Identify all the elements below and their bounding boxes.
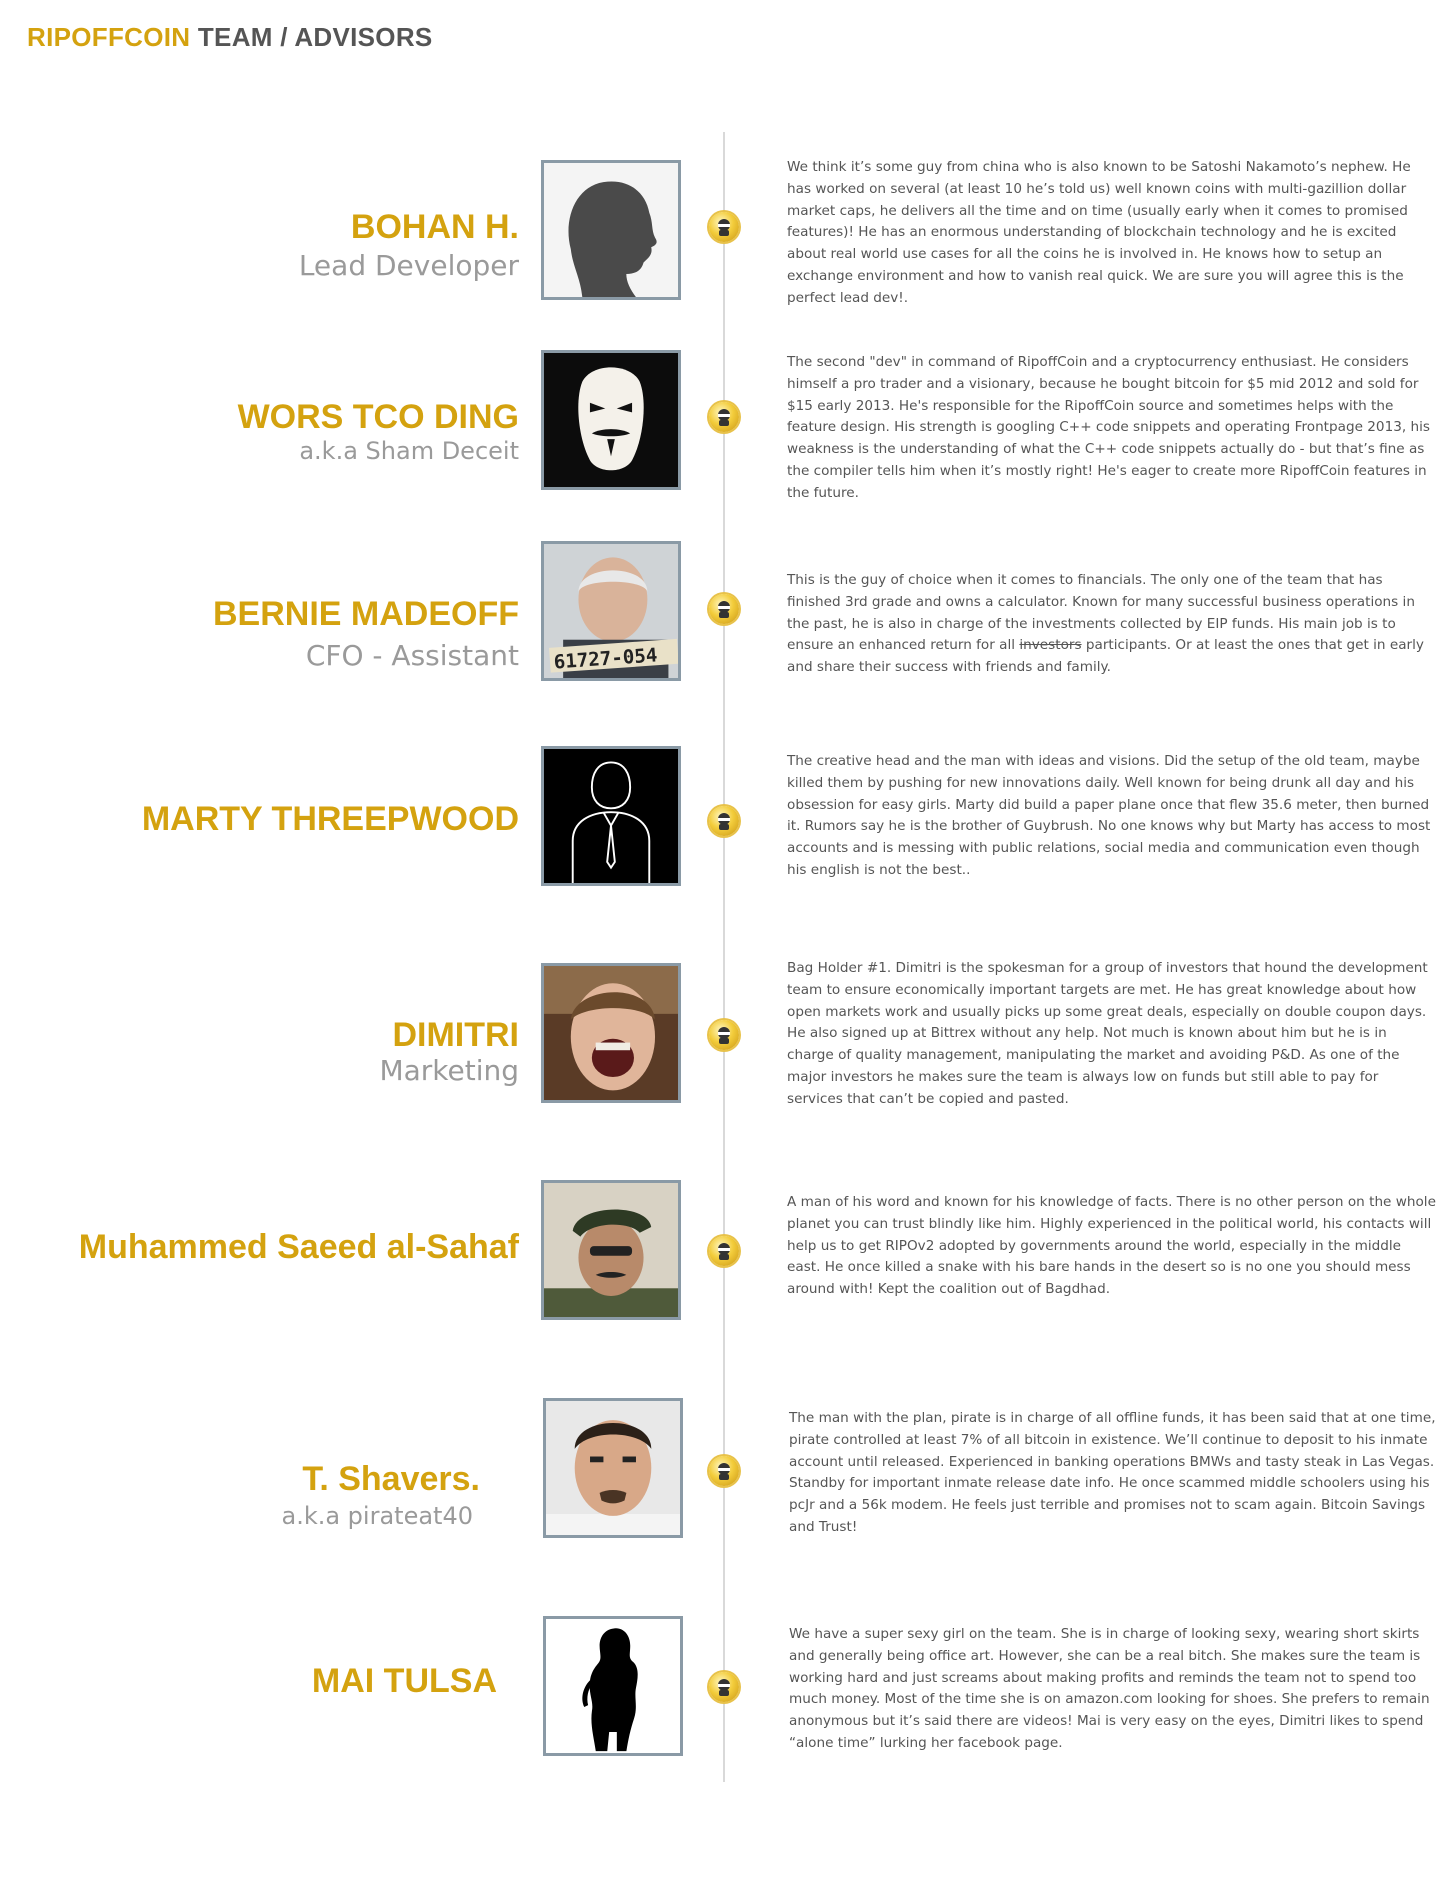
svg-text:61727-054: 61727-054 bbox=[553, 643, 659, 674]
member-description: We think it’s some guy from china who is also known to be Satoshi Nakamoto’s nephew. He has worked on several (at least 10 he’s told us) well known coins with multi-gazillion dollar market caps, he delivers all the time and on time (usually early when it comes to promised features)! He has an enormous understanding of blockchain technology and he is excited about real world use cases for all the coins he is involved in. He knows how to setup an exchange environment and how to vanish real quick. We are sure you will agree this is the perfect lead dev!. bbox=[787, 159, 1411, 306]
ripoffcoin-coin-icon bbox=[709, 806, 739, 836]
member-description: We have a super sexy girl on the team. She is in charge of looking sexy, wearing short skirts and generally being office art. However, she can be a real bitch. She makes sure the team is working hard and just screams about making profits and reminds the team not to spend too much money. Most of the time she is on amazon.com looking for shoes. She prefers to remain anonymous but it’s said there are videos! Mai is very easy on the eyes, Dimitri likes to spend “alone time” lurking her facebook page. bbox=[789, 1626, 1430, 1751]
member-name: BOHAN H. bbox=[350, 208, 519, 246]
ripoffcoin-coin-icon bbox=[709, 212, 739, 242]
ripoffcoin-coin-icon bbox=[709, 1456, 739, 1486]
member-name: T. Shavers. bbox=[302, 1460, 480, 1498]
ripoffcoin-coin-icon bbox=[709, 1672, 739, 1702]
member-name: BERNIE MADEOFF bbox=[213, 595, 519, 633]
page-title: TEAM / ADVISORS bbox=[197, 22, 433, 52]
member-name: DIMITRI bbox=[392, 1016, 519, 1054]
member-description: The man with the plan, pirate is in charge of all offline funds, it has been said that at one time, pirate controlled at least 7% of all bitcoin in existence. We’ll continue to deposit to his inmate account until released. Experienced in banking operations BMWs and tasty steak in Las Vegas. Standby for important inmate release date info. He once scammed middle schoolers using his pcJr and a 56k modem. He feels just terrible and promises not to scam again. Bitcoin Savings and Trust! bbox=[789, 1410, 1436, 1535]
member-role: CFO - Assistant bbox=[305, 639, 519, 672]
ripoffcoin-coin-icon bbox=[709, 1236, 739, 1266]
member-role: a.k.a pirateat40 bbox=[281, 1502, 473, 1530]
anonymous-suit-icon bbox=[541, 746, 681, 886]
woman-silhouette-icon bbox=[543, 1616, 683, 1756]
member-role: a.k.a Sham Deceit bbox=[299, 437, 519, 465]
ripoffcoin-coin-icon bbox=[709, 402, 739, 432]
laughing-face-photo-icon bbox=[541, 963, 681, 1103]
silhouette-profile-icon bbox=[541, 160, 681, 300]
page-header bbox=[27, 22, 433, 53]
guy-fawkes-mask-icon bbox=[541, 350, 681, 490]
member-name: MARTY THREEPWOOD bbox=[141, 800, 519, 838]
member-role: Lead Developer bbox=[298, 249, 519, 282]
brand-title: RIPOFFCOIN bbox=[27, 22, 191, 52]
member-description: The creative head and the man with ideas and visions. Did the setup of the old team, maybe killed them by pushing for new innovations daily. Well known for being drunk all day and his obsession for easy girls. Marty did build a paper plane once that flew 35.6 meter, then burned it. Rumors say he is the brother of Guybrush. No one knows why but Marty has access to most accounts and is messing with public relations, social media and communication even though his english is not the best.. bbox=[787, 753, 1431, 878]
member-description: The second "dev" in command of RipoffCoin and a cryptocurrency enthusiast. He considers himself a pro trader and a visionary, because he bought bitcoin for $5 mid 2012 and sold for $15 early 2013. He's responsible for the RipoffCoin source and sometimes helps with the feature design. His strength is googling C++ code snippets and operating Frontpage 2013, his weakness is the understanding of what the C++ code snippets actually do - but that’s fine as the compiler tells him when it’s mostly right! He's eager to create more RipoffCoin features in the future. bbox=[787, 354, 1430, 501]
member-name: Muhammed Saeed al-Sahaf bbox=[78, 1228, 519, 1266]
member-description: Bag Holder #1. Dimitri is the spokesman for a group of investors that hound the development team to ensure economically important targets are met. He has great knowledge about how open markets work and usually picks up some great deals, especially on double coupon days. He also signed up at Bittrex without any help. Not much is known about him but he is in charge of quality management, manipulating the market and avoiding P&D. As one of the major investors he makes sure the team is always low on funds but still able to pay for services that can’t be copied and pasted. bbox=[787, 960, 1428, 1107]
member-description: A man of his word and known for his knowledge of facts. There is no other person on the whole planet you can trust blindly like him. Highly experienced in the political world, his contacts will help us to get RIPOv2 adopted by governments around the world, especially in the middle east. He once killed a snake with his bare hands in the desert so is no one you should mess around with! Kept the coalition out of Bagdhad. bbox=[787, 1194, 1436, 1298]
ripoffcoin-coin-icon bbox=[709, 1020, 739, 1050]
member-name: MAI TULSA bbox=[311, 1662, 497, 1700]
ripoffcoin-coin-icon bbox=[709, 594, 739, 624]
military-beret-photo-icon bbox=[541, 1180, 681, 1320]
timeline-line bbox=[723, 132, 725, 1782]
mugshot-face-photo-icon bbox=[543, 1398, 683, 1538]
member-name: WORS TCO DING bbox=[237, 398, 519, 436]
member-description: This is the guy of choice when it comes to financials. The only one of the team that has finished 3rd grade and owns a calculator. Known for many successful business operations in the past, he is also in charge of the investments collected by EIP funds. His main job is to ensure an enhanced return for all investors participants. Or at least the ones that get in early and share their success with friends and family. bbox=[787, 572, 1424, 676]
member-role: Marketing bbox=[379, 1054, 519, 1087]
mugshot-photo-icon bbox=[541, 541, 681, 681]
